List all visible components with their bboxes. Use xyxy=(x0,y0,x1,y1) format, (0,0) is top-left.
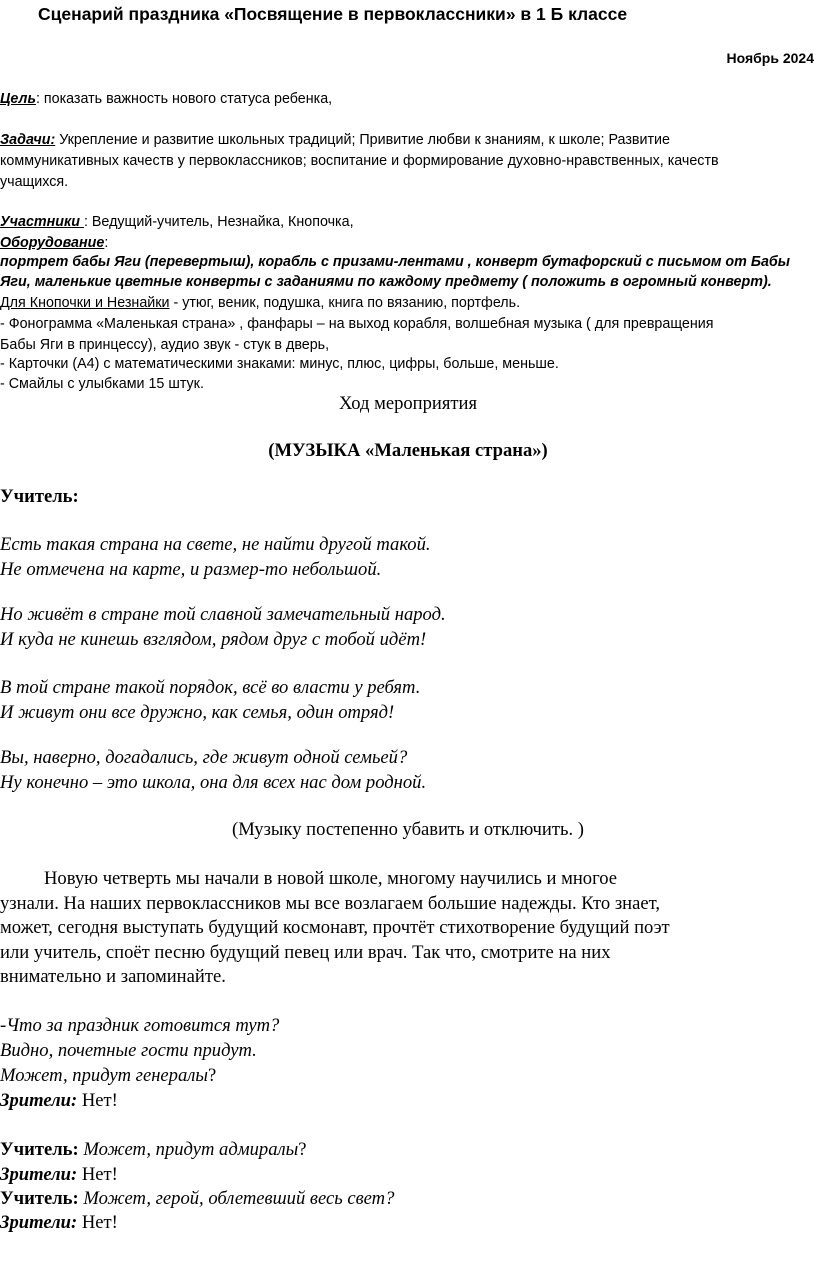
music-heading: (МУЗЫКА «Маленькая страна») xyxy=(268,440,548,461)
teacher-label: Учитель: xyxy=(0,1188,79,1209)
equipment-line-2: Яги, маленькие цветные конверты с заданиями по каждому предмету ( положить в огромный конверт). xyxy=(0,274,772,290)
dialogue-line xyxy=(0,1013,279,1039)
question-mark: ? xyxy=(298,1139,307,1160)
equipment-for-characters: Для Кнопочки и Незнайки xyxy=(0,295,170,311)
dialogue-line xyxy=(0,1063,216,1089)
poem-line: И живут они все дружно, как семья, один отряд! xyxy=(0,702,395,723)
equipment-line-5: Бабы Яги в принцессу), аудио звук - стук в дверь, xyxy=(0,337,330,353)
goal-text: : показать важность нового статуса ребенка, xyxy=(35,91,333,107)
tasks-text-1: Укрепление и развитие школьных традиций; Привитие любви к знаниям, к школе; Развитие xyxy=(55,132,670,148)
audience-reply xyxy=(0,1210,118,1236)
question-text: Может, придут генералы xyxy=(0,1065,208,1086)
equipment-line-4: - Фонограмма «Маленькая страна» , фанфары – на выход корабля, волшебная музыка ( для превращения xyxy=(0,316,714,332)
tasks-label: Задачи: xyxy=(0,132,56,148)
reply-text: Нет! xyxy=(77,1090,118,1111)
equipment-heading xyxy=(0,233,108,254)
equipment-line-6: - Карточки (А4) с математическими знаками: минус, плюс, цифры, больше, меньше. xyxy=(0,356,559,372)
poem-line: В той стране такой порядок, всё во власти у ребят. xyxy=(0,677,421,698)
poem-line: Но живёт в стране той славной замечательный народ. xyxy=(0,604,446,625)
audience-label: Зрители: xyxy=(0,1164,78,1185)
tasks-line-3: учащихся. xyxy=(0,174,69,190)
audience-label: Зрители: xyxy=(0,1212,78,1233)
poem-line: Не отмечена на карте, и размер-то небольшой. xyxy=(0,559,382,580)
tasks-line-1 xyxy=(0,130,670,151)
paragraph-line: внимательно и запоминайте. xyxy=(0,966,226,987)
equipment-line-7: - Смайлы с улыбками 15 штук. xyxy=(0,376,204,392)
poem-line: Вы, наверно, догадались, где живут одной семьей? xyxy=(0,747,408,768)
document-date: Ноябрь 2024 xyxy=(726,50,814,66)
audience-reply xyxy=(0,1088,118,1114)
participants-label: Участники xyxy=(0,214,84,230)
reply-text: Нет! xyxy=(77,1164,118,1185)
equipment-line-3 xyxy=(0,293,520,314)
tasks-line-2: коммуникативных качеств у первоклассников; воспитание и формирование духовно-нравственных, качеств xyxy=(0,153,719,169)
document-title: Сценарий праздника «Посвящение в первоклассники» в 1 Б классе xyxy=(38,4,628,24)
paragraph-line: узнали. На наших первоклассников мы все возлагаем большие надежды. Кто знает, xyxy=(0,893,660,914)
poem-line: Есть такая страна на свете, не найти другой такой. xyxy=(0,534,431,555)
participants-line xyxy=(0,212,354,233)
teacher-line xyxy=(0,1137,306,1163)
teacher-line xyxy=(0,1186,394,1212)
audience-label: Зрители: xyxy=(0,1090,78,1111)
paragraph-line: может, сегодня выступать будущий космонавт, прочтёт стихотворение будущий поэт xyxy=(0,917,670,938)
poem-line: И куда не кинешь взглядом, рядом друг с тобой идёт! xyxy=(0,629,427,650)
teacher-text: Может, герой, облетевший весь свет? xyxy=(78,1188,395,1209)
question-text: Что за праздник готовится тут? xyxy=(6,1015,280,1036)
dash: - xyxy=(0,1015,7,1036)
course-heading: Ход мероприятия xyxy=(338,393,478,414)
equipment-items: - утюг, веник, подушка, книга по вязанию, портфель. xyxy=(169,295,521,311)
teacher-label: Учитель: xyxy=(0,1139,79,1160)
music-note: (Музыку постепенно убавить и отключить. ) xyxy=(232,819,584,840)
dialogue-line: Видно, почетные гости придут. xyxy=(0,1040,257,1061)
poem-line: Ну конечно – это школа, она для всех нас дом родной. xyxy=(0,772,427,793)
participants-text: : Ведущий-учитель, Незнайка, Кнопочка, xyxy=(83,214,354,230)
goal-line xyxy=(0,89,332,110)
teacher-label: Учитель: xyxy=(0,486,79,507)
paragraph-line: Новую четверть мы начали в новой школе, многому научились и многое xyxy=(44,868,618,889)
equipment-colon: : xyxy=(104,235,109,251)
paragraph-line: или учитель, споёт песню будущий певец или врач. Так что, смотрите на них xyxy=(0,942,611,963)
audience-reply xyxy=(0,1162,118,1188)
teacher-text: Может, придут адмиралы xyxy=(78,1139,299,1160)
reply-text: Нет! xyxy=(77,1212,118,1233)
question-mark: ? xyxy=(207,1065,217,1086)
goal-label: Цель xyxy=(0,91,36,107)
equipment-label: Оборудование xyxy=(0,235,105,251)
equipment-line-1: портрет бабы Яги (перевертыш), корабль с призами-лентами , конверт бутафорский с письмом от Бабы xyxy=(0,254,790,270)
